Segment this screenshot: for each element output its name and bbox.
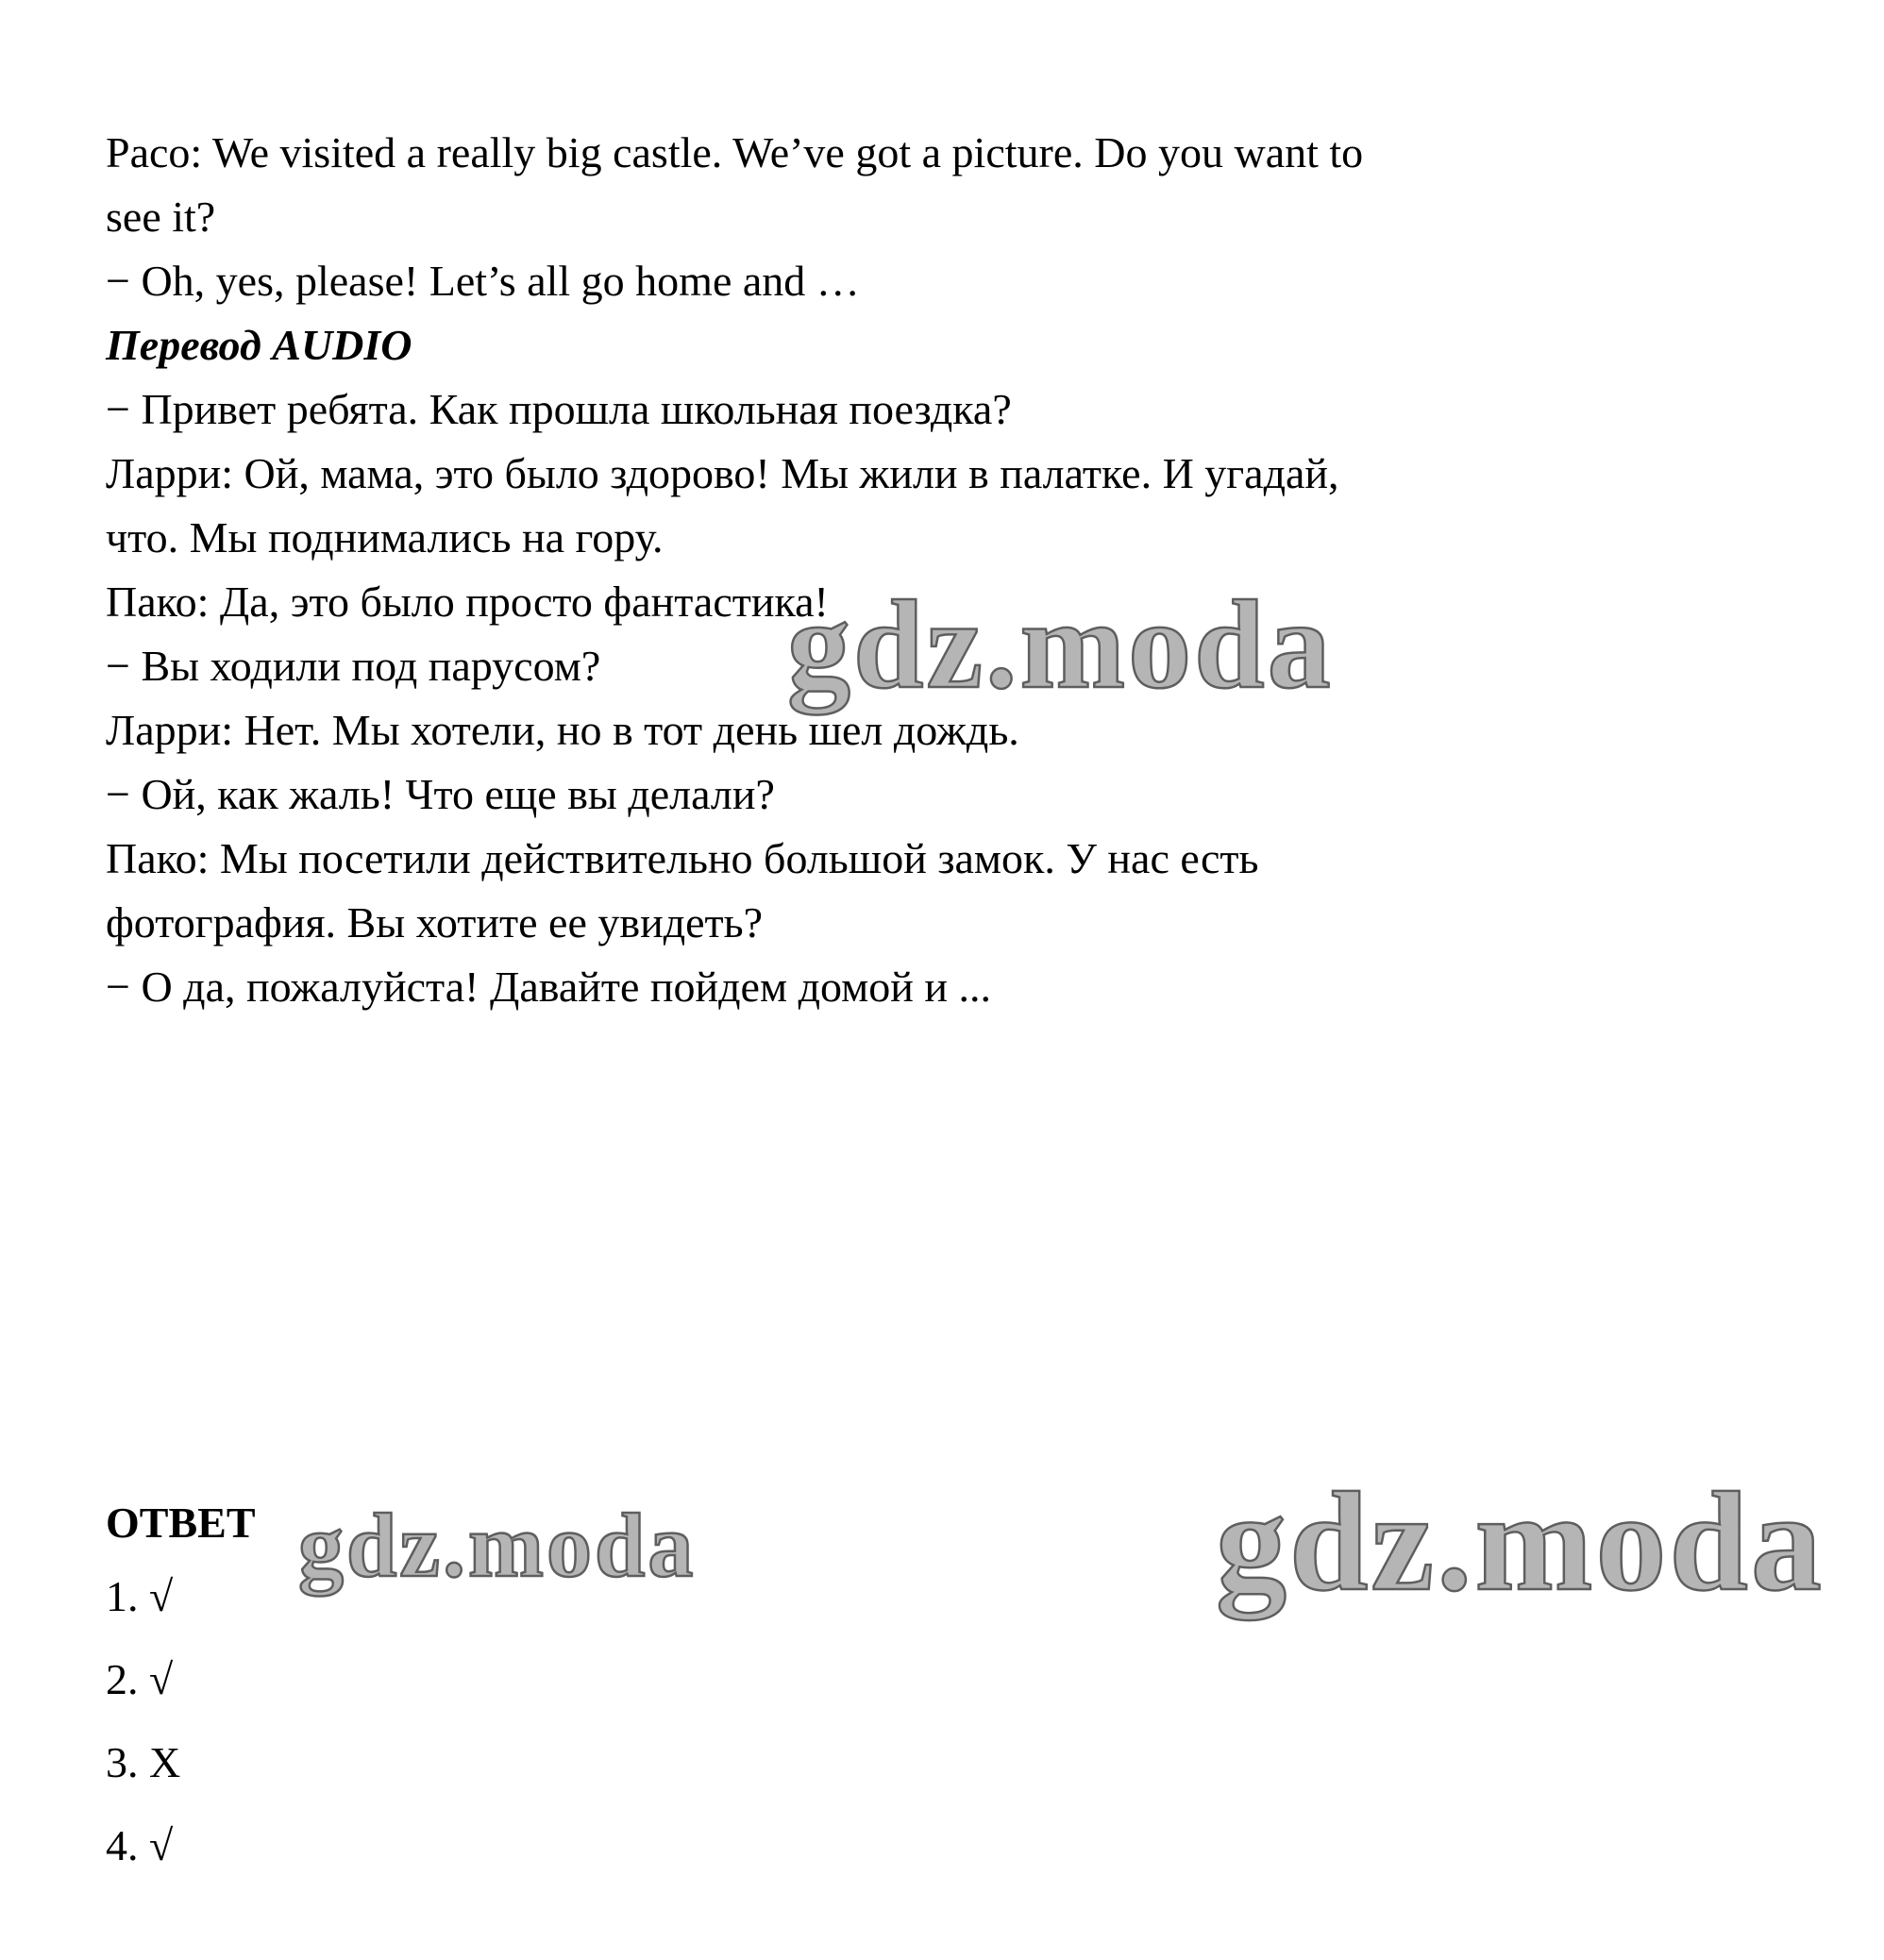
watermark-gdz-moda: gdz.moda <box>298 1495 697 1596</box>
translation-line: фотография. Вы хотите ее увидеть? <box>106 898 764 946</box>
translation-line: Ларри: Нет. Мы хотели, но в тот день шел дождь. <box>106 706 1019 754</box>
dialogue-english <box>106 121 1790 313</box>
translation-line: − О да, пожалуйста! Давайте пойдем домой и ... <box>106 963 991 1011</box>
dialogue-line: − Oh, yes, please! Let’s all go home and … <box>106 257 860 305</box>
answer-list <box>106 1555 1790 1887</box>
translation-heading: Перевод AUDIO <box>106 321 412 369</box>
answer-item: 2. √ <box>106 1655 174 1703</box>
translation-line: − Привет ребята. Как прошла школьная поездка? <box>106 385 1012 433</box>
translation-line: Пако: Мы посетили действительно большой замок. У нас есть <box>106 834 1259 882</box>
translation-line: Ларри: Ой, мама, это было здорово! Мы жили в палатке. И угадай, <box>106 449 1339 497</box>
translation-line: Пако: Да, это было просто фантастика! <box>106 578 829 626</box>
translation-line: − Ой, как жаль! Что еще вы делали? <box>106 770 775 818</box>
watermark-gdz-moda: gdz.moda <box>787 575 1334 714</box>
watermark-gdz-moda: gdz.moda <box>1216 1464 1825 1620</box>
answer-item: 3. X <box>106 1738 181 1786</box>
dialogue-line: see it? <box>106 193 216 241</box>
translation-section <box>106 313 1790 1019</box>
translation-line: − Вы ходили под парусом? <box>106 642 601 690</box>
answer-heading: ОТВЕТ <box>106 1499 256 1547</box>
translation-line: что. Мы поднимались на гору. <box>106 513 664 561</box>
answer-item: 4. √ <box>106 1821 174 1869</box>
answer-item: 1. √ <box>106 1572 174 1620</box>
dialogue-line: Paco: We visited a really big castle. We’ve got a picture. Do you want to <box>106 128 1364 176</box>
